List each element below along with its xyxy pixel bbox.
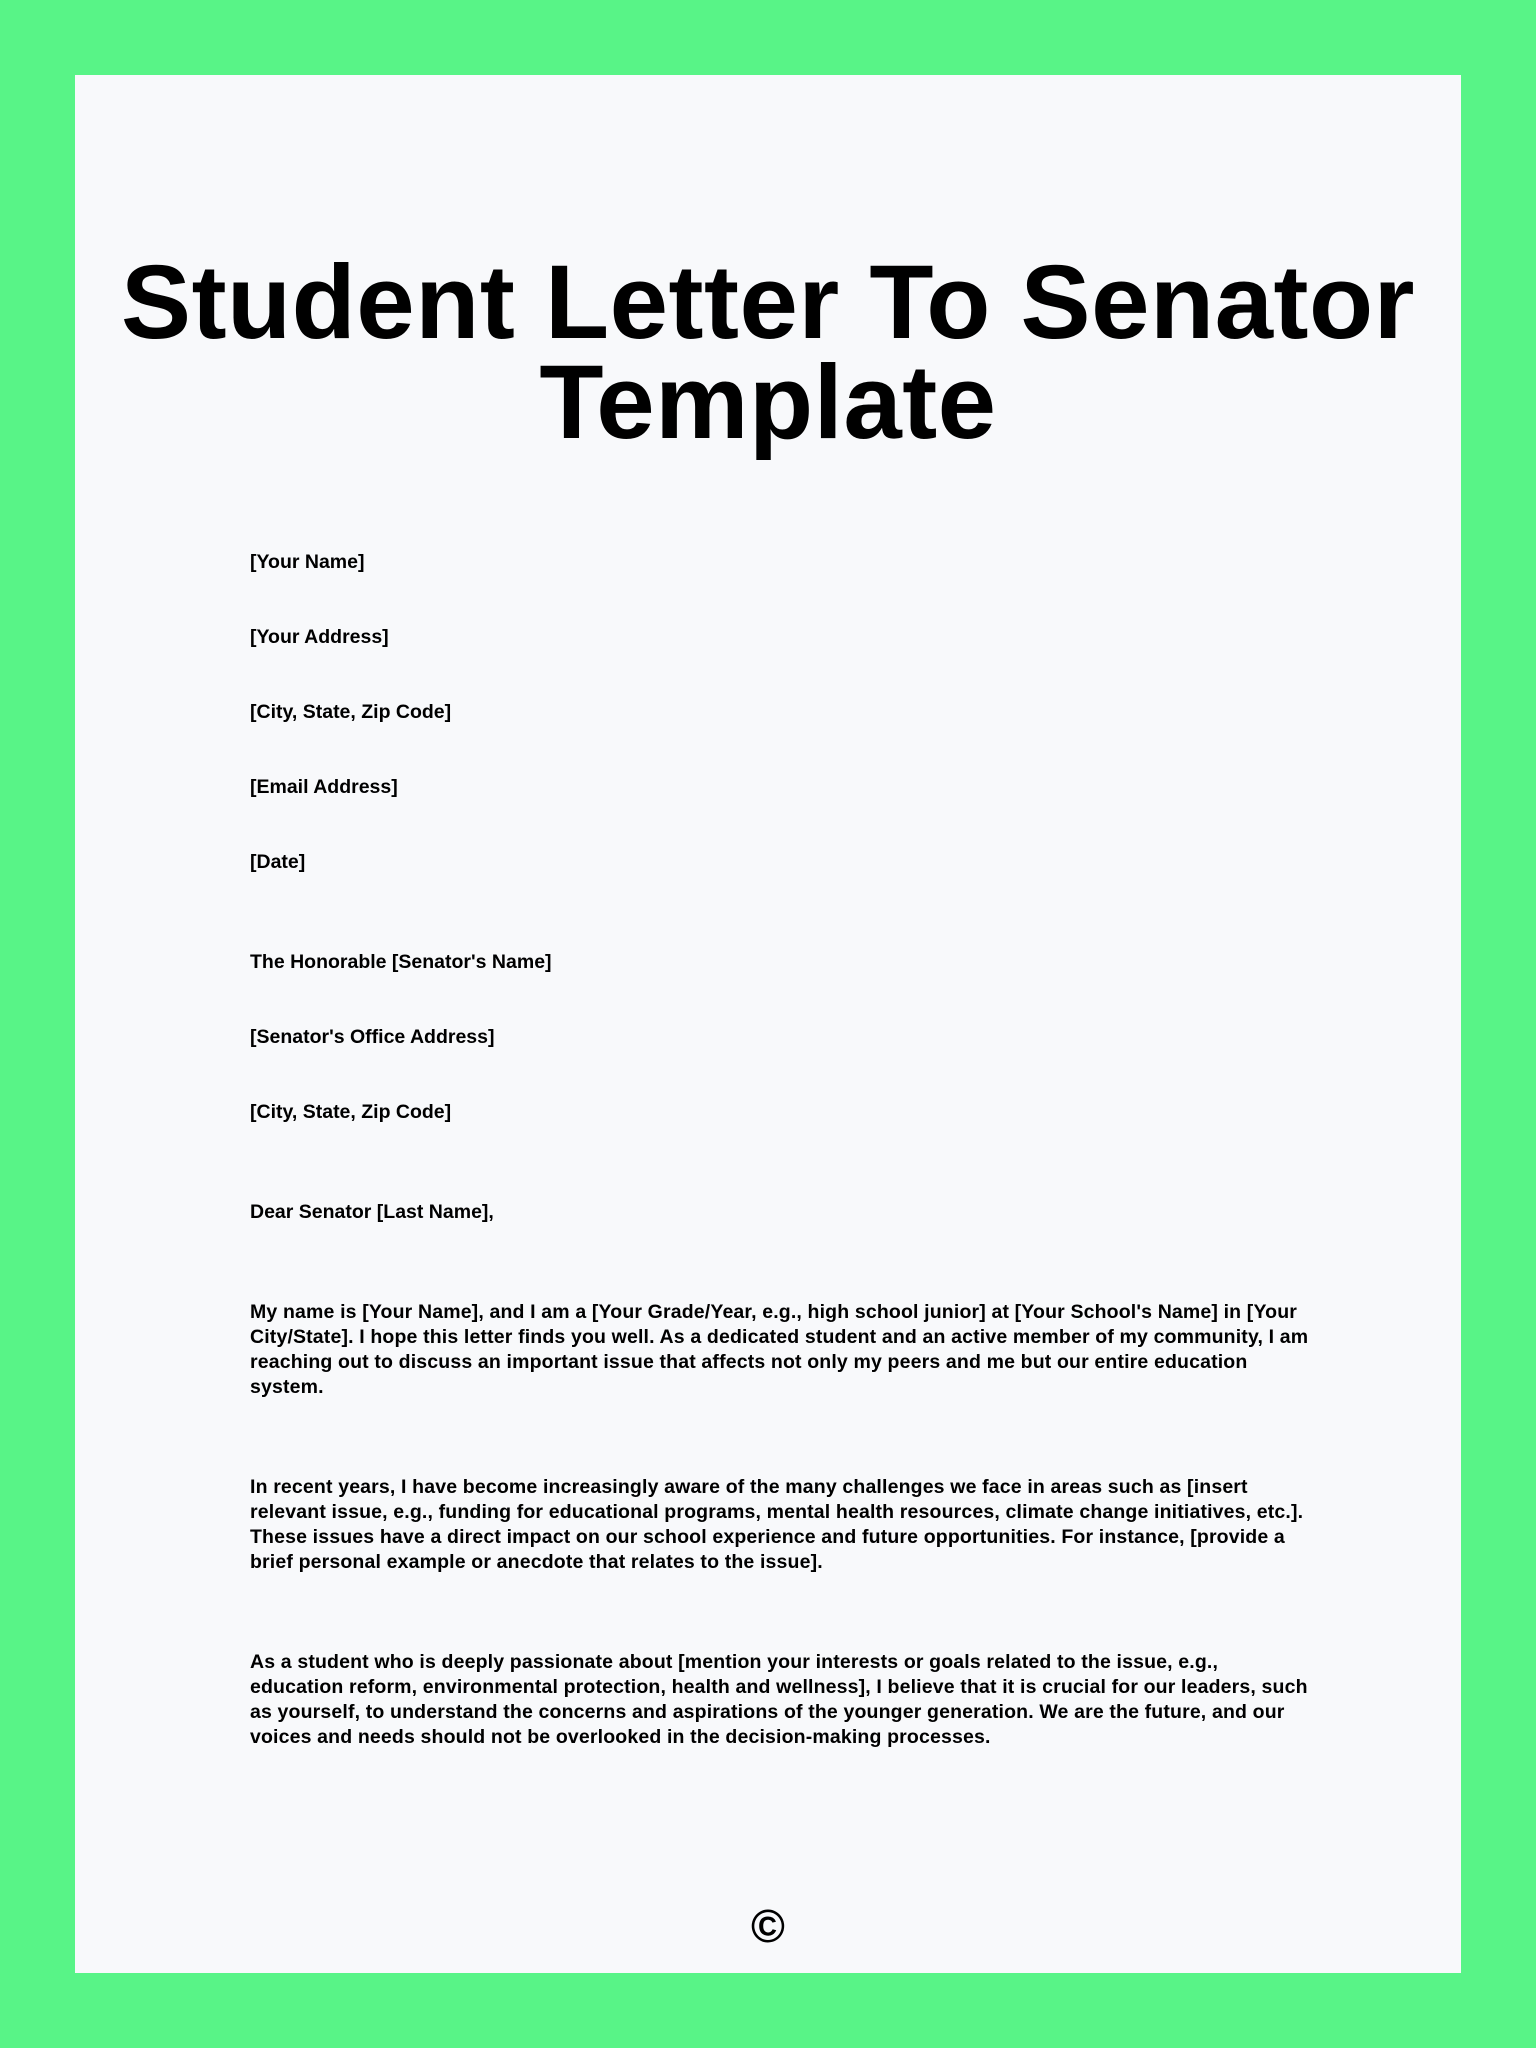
- sender-name: [Your Name]: [250, 551, 365, 573]
- letter-date: [Date]: [250, 851, 306, 873]
- salutation: Dear Senator [Last Name],: [250, 1201, 494, 1223]
- body-paragraph-3: As a student who is deeply passionate about [mention your interests or goals related to the issue, e.g., education reform, environmental protection, health and wellness], I believe that it is crucial for our leaders, such as yourself, to understand the concerns and aspirations of the younger generation. We are the future, and our voices and needs should not be overlooked in the decision-making processes.: [250, 1651, 1308, 1748]
- recipient-office-address: [Senator's Office Address]: [250, 1026, 495, 1048]
- copyright-icon: ©: [751, 1900, 785, 1952]
- document-page: [75, 75, 1461, 1973]
- sender-city-state-zip: [City, State, Zip Code]: [250, 701, 452, 723]
- sender-address: [Your Address]: [250, 626, 389, 648]
- recipient-name: The Honorable [Senator's Name]: [250, 951, 552, 973]
- page-title: [75, 244, 1461, 461]
- title-line-2: Template: [539, 344, 997, 461]
- body-paragraph-1: My name is [Your Name], and I am a [Your Grade/Year, e.g., high school junior] at [Your School's Name] in [Your City/State]. I hope this letter finds you well. As a dedicated student and an active member of my community, I am reaching out to discuss an important issue that affects not only my peers and me but our entire education system.: [250, 1301, 1309, 1398]
- recipient-city-state-zip: [City, State, Zip Code]: [250, 1101, 452, 1123]
- sender-email: [Email Address]: [250, 776, 398, 798]
- title-line-1: Student Letter To Senator: [121, 244, 1415, 361]
- body-paragraph-2: In recent years, I have become increasingly aware of the many challenges we face in areas such as [insert relevant issue, e.g., funding for educational programs, mental health resources, climate change initiatives, etc.]. These issues have a direct impact on our school experience and future opportunities. For instance, [provide a brief personal example or anecdote that relates to the issue].: [250, 1476, 1304, 1573]
